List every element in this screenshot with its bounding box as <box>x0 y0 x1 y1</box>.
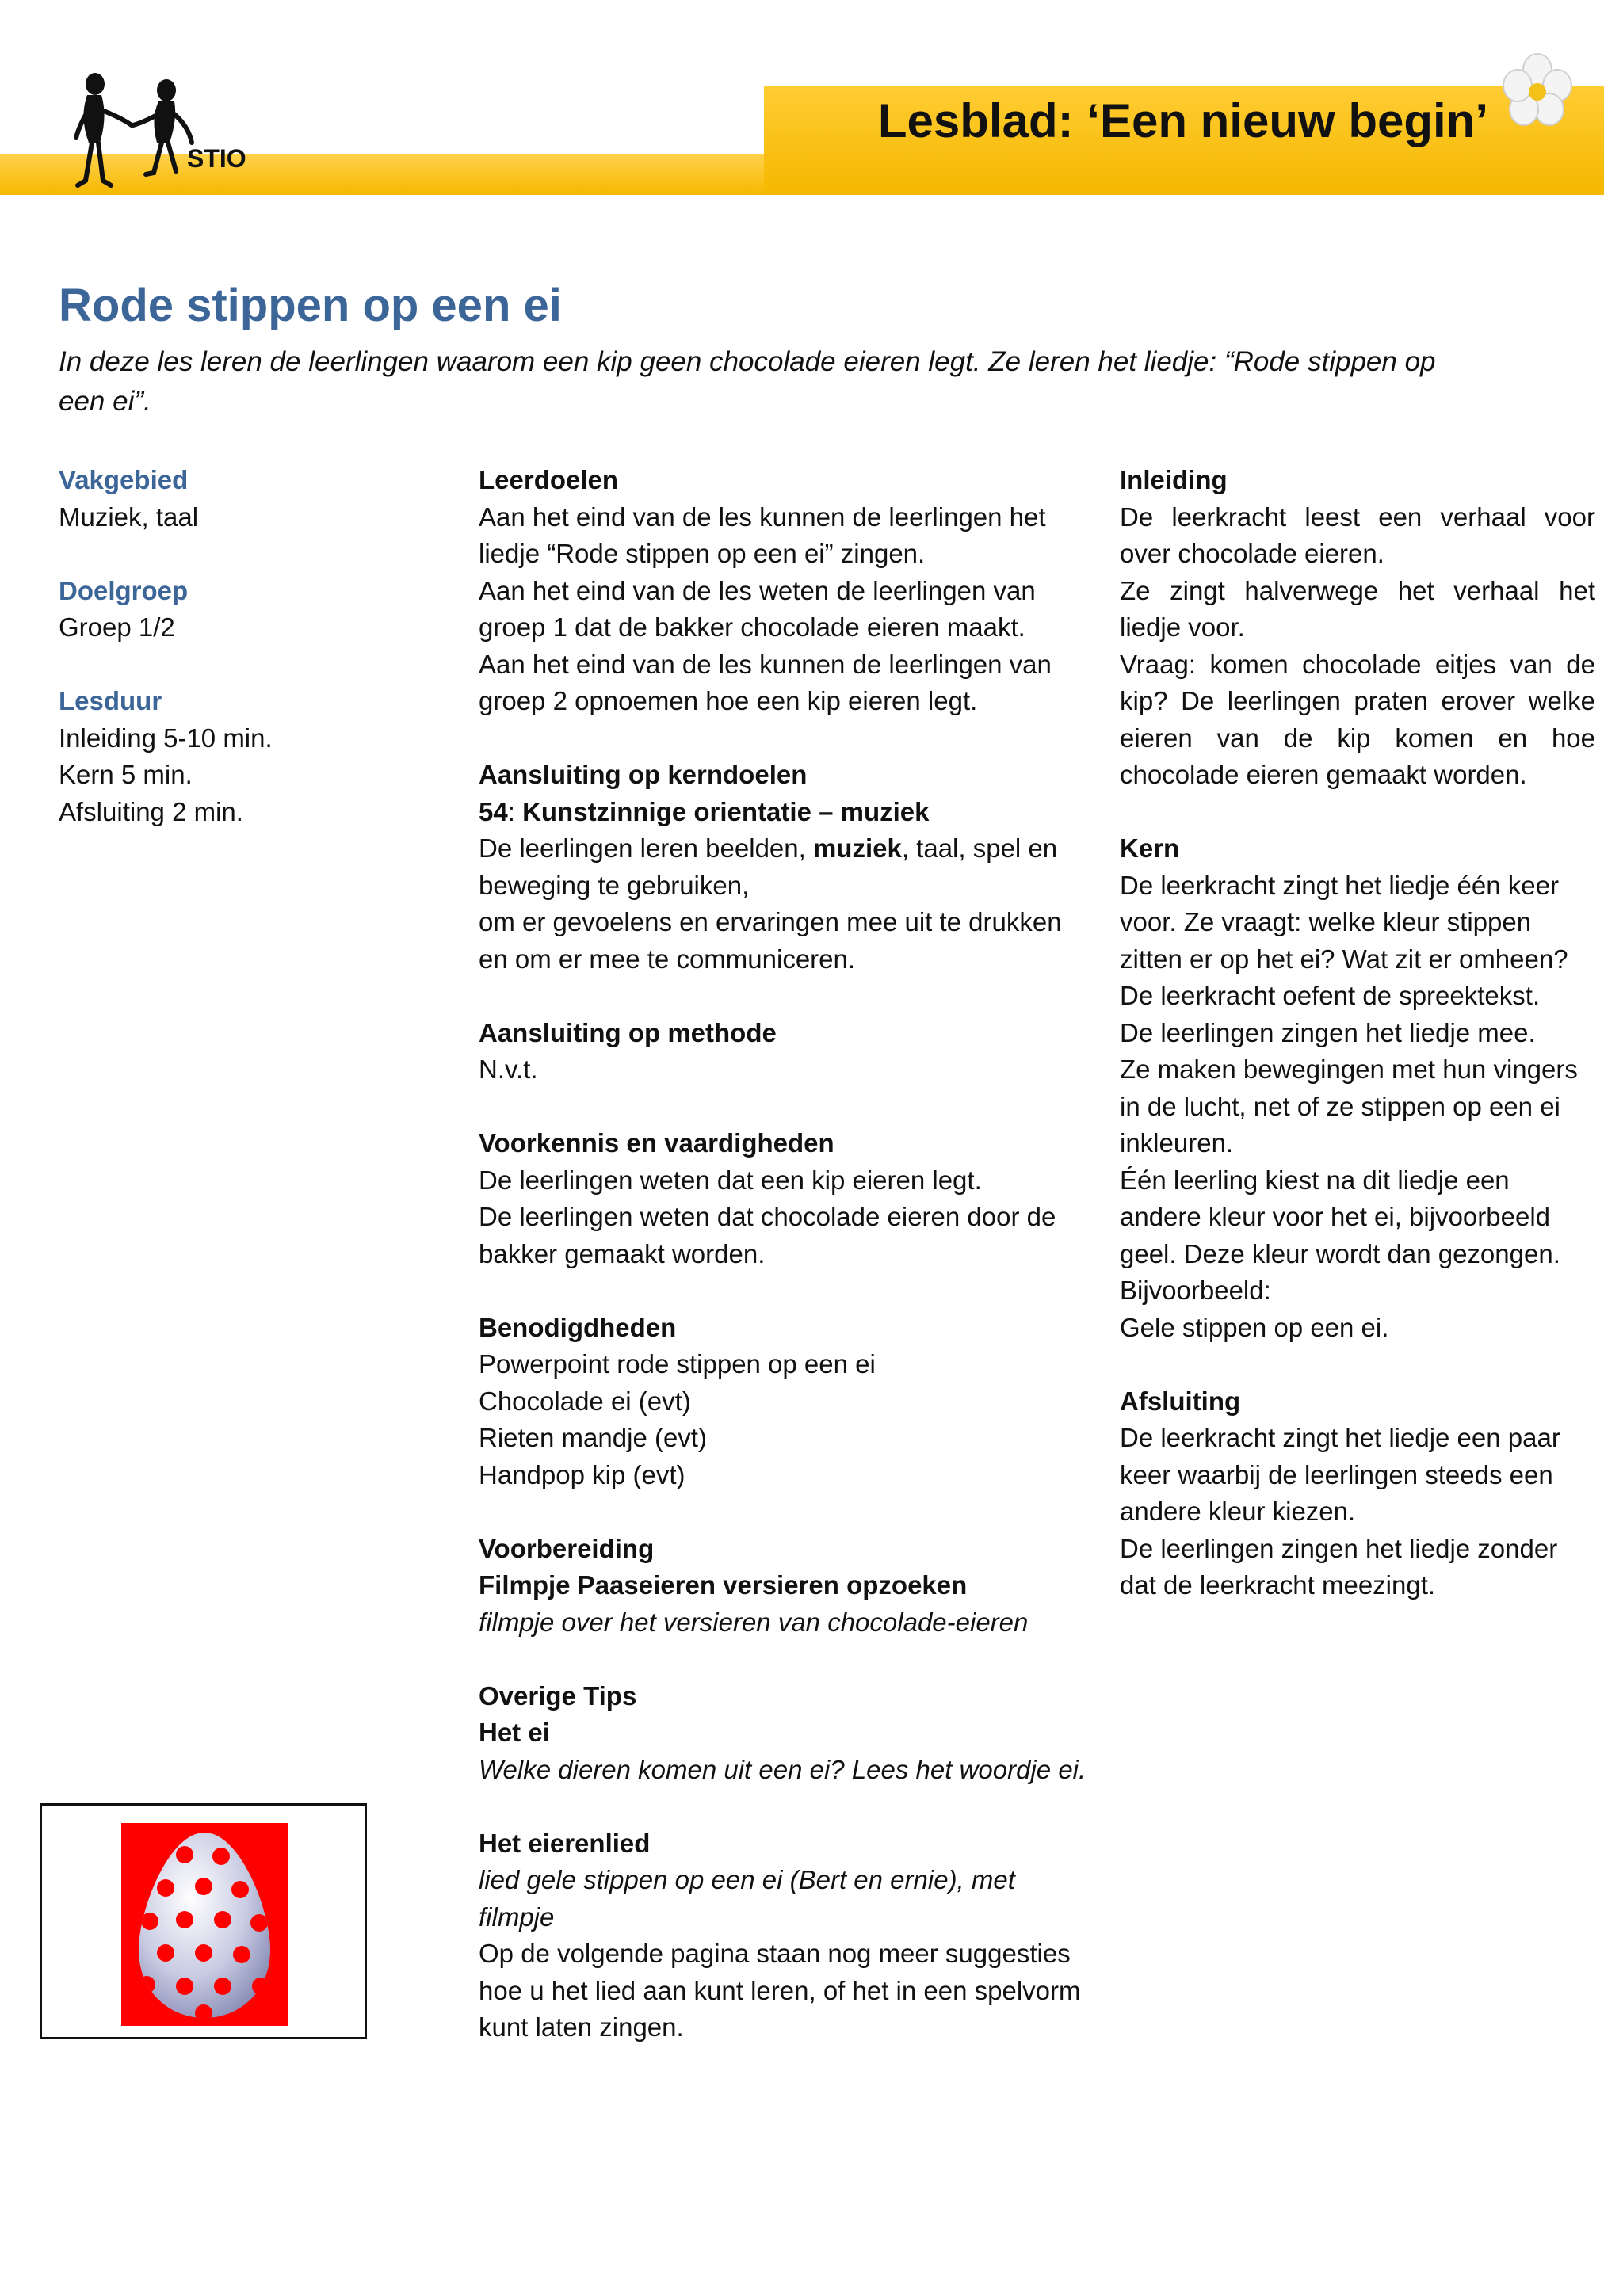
inleiding-item: Ze zingt halverwege het verhaal het liedje voor. <box>1120 575 1595 642</box>
page-title: Lesblad: ‘Een nieuw begin’ <box>877 94 1488 147</box>
logo-text: STIO <box>187 144 246 173</box>
kerndoel-name: Kunstzinnige orientatie – muziek <box>522 796 930 826</box>
benodigdheden-item: Rieten mandje (evt) <box>479 1423 707 1452</box>
doelgroep-label: Doelgroep <box>59 575 189 605</box>
tip-link[interactable]: lied gele stippen op een ei (Bert en ernie), met filmpje <box>479 1865 1015 1932</box>
tip-title: Het eierenlied <box>479 1828 651 1858</box>
polka-dot-egg-icon <box>121 1823 288 2026</box>
benodigdheden-heading: Benodigdheden <box>479 1312 677 1342</box>
inleiding-item: De leerkracht leest een verhaal voor over chocolade eieren. <box>1120 502 1595 568</box>
benodigdheden-item: Chocolade ei (evt) <box>479 1386 691 1416</box>
kerndoel-number: 54 <box>479 796 508 826</box>
inleiding-heading: Inleiding <box>1120 465 1228 494</box>
voorkennis-heading: Voorkennis en vaardigheden <box>479 1128 834 1158</box>
methode-heading: Aansluiting op methode <box>479 1017 777 1047</box>
leerdoelen-heading: Leerdoelen <box>479 465 619 494</box>
sidebar-info <box>59 462 423 830</box>
afsluiting-item: De leerlingen zingen het liedje zonder dat de leerkracht meezingt. <box>1120 1533 1558 1600</box>
benodigdheden-item: Handpop kip (evt) <box>479 1459 685 1489</box>
kerndoel-text <box>479 830 1089 904</box>
lesduur-label: Lesduur <box>59 686 162 715</box>
kerndoel-text-part: De leerlingen leren beelden, <box>479 833 813 863</box>
lesduur-line: Kern 5 min. <box>59 760 193 789</box>
lesson-flow <box>1120 462 1595 1604</box>
voorkennis-item: De leerlingen weten dat een kip eieren legt. <box>479 1165 982 1195</box>
kerndoelen-heading: Aansluiting op kerndoelen <box>479 760 808 789</box>
lesson-intro: In deze les leren de leerlingen waarom een kip geen chocolade eieren legt. Ze leren het liedje: “Rode stippen op een ei”. <box>59 346 1436 417</box>
kern-item: Één leerling kiest na dit liedje een andere kleur voor het ei, bijvoorbeeld geel. Deze kleur wordt dan gezongen. <box>1120 1165 1560 1268</box>
kern-heading: Kern <box>1120 833 1180 863</box>
kern-item: Gele stippen op een ei. <box>1120 1312 1389 1342</box>
kerndoel-text-bold: muziek <box>812 833 902 863</box>
tips-heading: Overige Tips <box>479 1680 637 1711</box>
kern-item: De leerkracht oefent de spreektekst. <box>1120 981 1541 1010</box>
voorbereiding-subheading: Filmpje Paaseieren versieren opzoeken <box>479 1570 968 1600</box>
lesduur-line: Afsluiting 2 min. <box>59 796 243 826</box>
methode-value: N.v.t. <box>479 1055 538 1084</box>
kern-item: Bijvoorbeeld: <box>1120 1276 1271 1305</box>
vakgebied-label: Vakgebied <box>59 465 189 494</box>
kerndoel-separator: : <box>507 796 523 826</box>
leerdoel-item: Aan het eind van de les weten de leerlingen van groep 1 dat de bakker chocolade eieren maakt. <box>479 575 1036 642</box>
lesduur-line: Inleiding 5-10 min. <box>59 723 273 753</box>
doelgroep-value: Groep 1/2 <box>59 612 175 642</box>
flower-icon <box>1502 52 1573 128</box>
vakgebied-value: Muziek, taal <box>59 502 199 532</box>
leerdoel-item: Aan het eind van de les kunnen de leerlingen het liedje “Rode stippen op een ei” zingen. <box>479 502 1046 568</box>
kern-item: Ze maken bewegingen met hun vingers in de lucht, net of ze stippen op een ei inkleuren. <box>1120 1055 1578 1158</box>
afsluiting-heading: Afsluiting <box>1120 1386 1241 1416</box>
inleiding-item: Vraag: komen chocolade eitjes van de kip? De leerlingen praten erover welke eieren van de kip komen en hoe chocolade eieren gemaakt worden. <box>1120 649 1595 789</box>
lesson-title: Rode stippen op een ei <box>59 280 562 331</box>
stio-logo-icon <box>65 70 247 196</box>
leerdoel-item: Aan het eind van de les kunnen de leerlingen van groep 2 opnoemen hoe een kip eieren legt. <box>479 649 1052 715</box>
kerndoel-text: om er gevoelens en ervaringen mee uit te drukken en om er mee te communiceren. <box>479 907 1062 974</box>
kern-item: De leerlingen zingen het liedje mee. <box>1120 1017 1536 1047</box>
tip-text: Welke dieren komen uit een ei? Lees het woordje ei. <box>479 1754 1086 1784</box>
benodigdheden-item: Powerpoint rode stippen op een ei <box>479 1349 876 1379</box>
afsluiting-item: De leerkracht zingt het liedje een paar keer waarbij de leerlingen steeds een andere kleur kiezen. <box>1120 1423 1560 1526</box>
egg-image-frame <box>40 1803 367 2039</box>
voorbereiding-link[interactable]: filmpje over het versieren van chocolade-eieren <box>479 1607 1029 1637</box>
tip-title: Het ei <box>479 1718 550 1747</box>
kerndoel-text-part: , taal, spel en beweging te gebruiken, <box>479 833 1058 900</box>
kern-item: De leerkracht zingt het liedje één keer voor. Ze vraagt: welke kleur stippen zitten er op het ei? Wat zit er omheen? <box>1120 870 1568 974</box>
tip-text: Op de volgende pagina staan nog meer suggesties hoe u het lied aan kunt leren, of het in een spelvorm kunt laten zingen. <box>479 1939 1081 2042</box>
voorkennis-item: De leerlingen weten dat chocolade eieren door de bakker gemaakt worden. <box>479 1202 1056 1268</box>
kerndoel-title <box>479 794 1089 831</box>
voorbereiding-heading: Voorbereiding <box>479 1533 655 1563</box>
lesson-details <box>479 462 1089 2046</box>
